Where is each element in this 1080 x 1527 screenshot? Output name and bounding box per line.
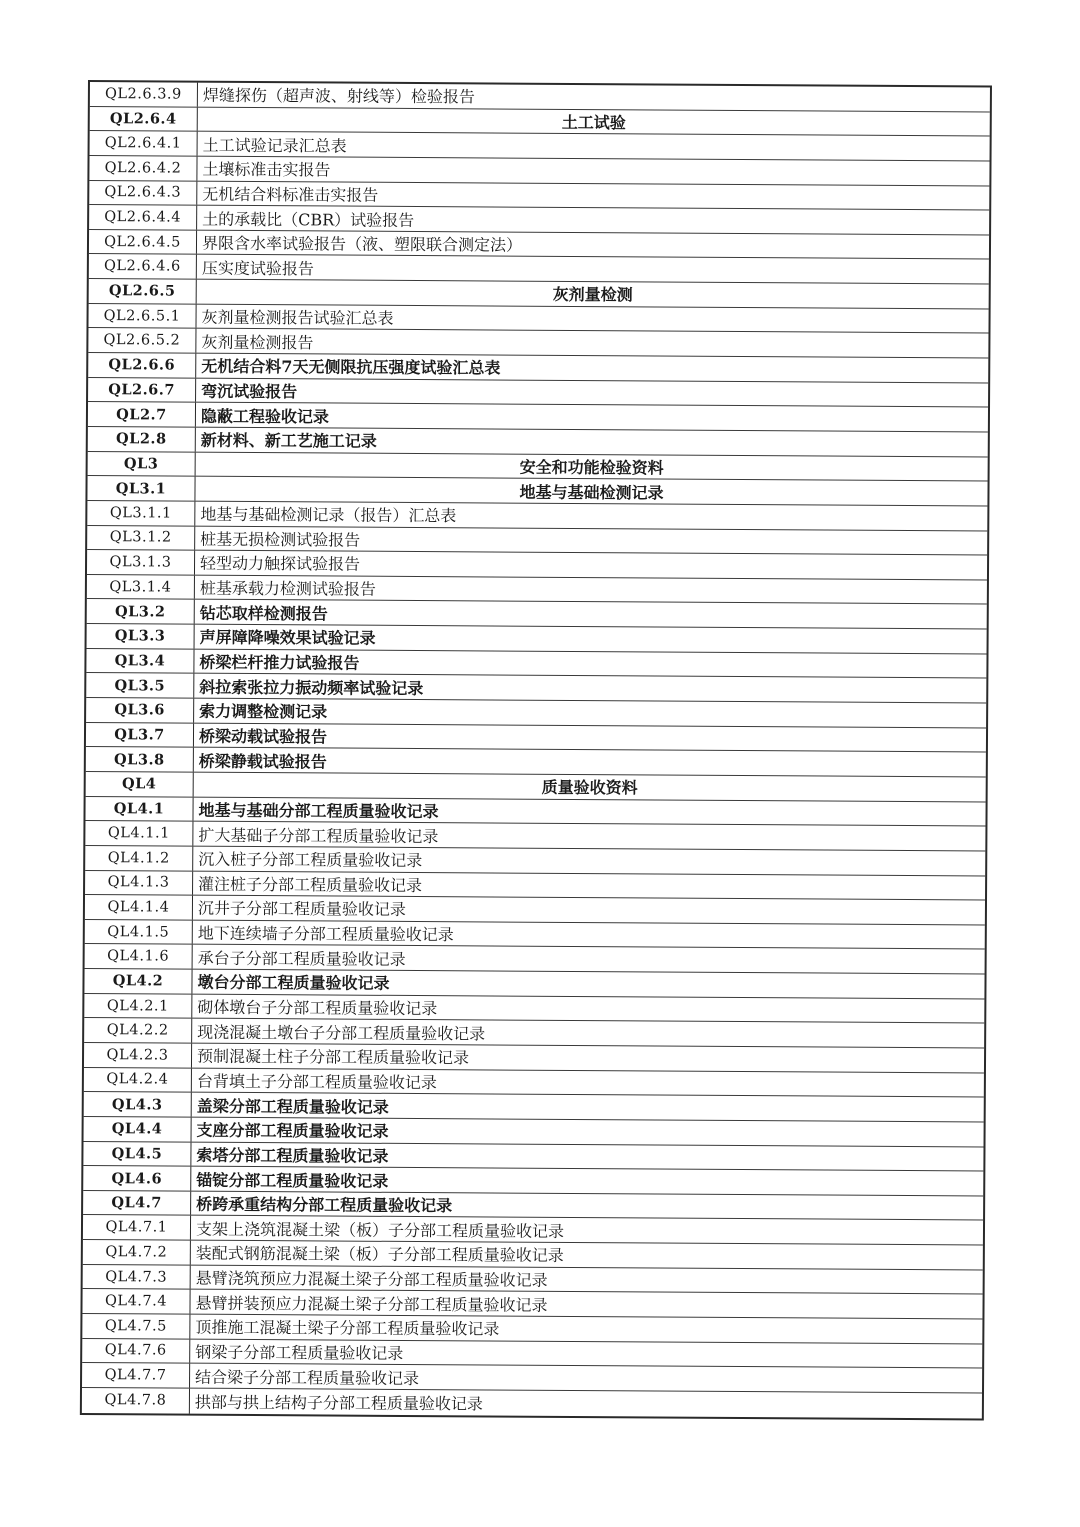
record-title: 顶推施工混凝土梁子分部工程质量验收记录 <box>195 1318 500 1339</box>
record-code: QL3.2 <box>87 599 195 623</box>
record-code: QL3.8 <box>86 747 194 771</box>
record-code: QL2.6.4.4 <box>89 205 197 229</box>
record-title: 现浇混凝土墩台子分部工程质量验收记录 <box>197 1022 486 1044</box>
record-code: QL4.2 <box>84 969 192 993</box>
record-code: QL3.7 <box>86 723 194 747</box>
record-title: 声屏障降噪效果试验记录 <box>199 628 376 649</box>
record-code: QL4.5 <box>83 1142 191 1166</box>
record-title: 桥梁动载试验报告 <box>198 726 328 747</box>
record-code: QL4.7.2 <box>83 1240 191 1264</box>
record-code: QL2.6.6 <box>88 353 196 377</box>
record-title: 索塔分部工程质量验收记录 <box>196 1145 389 1166</box>
record-title: 墩台分部工程质量验收记录 <box>197 973 390 994</box>
section-title: 质量验收资料 <box>541 778 638 798</box>
record-title: 灰剂量检测报告 <box>201 332 314 353</box>
record-code: QL4.7 <box>83 1191 191 1215</box>
record-code: QL4.4 <box>84 1117 192 1141</box>
record-code: QL3.1.1 <box>87 501 195 525</box>
record-code: QL4.1.4 <box>85 895 193 919</box>
record-title: 桥梁静载试验报告 <box>198 751 327 772</box>
record-title: 无机结合料标准击实报告 <box>202 184 379 205</box>
record-code: QL2.8 <box>88 427 196 451</box>
record-code: QL2.7 <box>88 402 196 426</box>
record-title: 悬臂浇筑预应力混凝土梁子分部工程质量验收记录 <box>195 1268 548 1290</box>
record-title: 装配式钢筋混凝土梁（板）子分部工程质量验收记录 <box>195 1244 564 1266</box>
record-title: 钢梁子分部工程质量验收记录 <box>195 1342 404 1363</box>
record-code: QL4.1.2 <box>85 846 193 870</box>
record-code: QL3.6 <box>86 698 194 722</box>
record-code: QL4.7.5 <box>82 1314 190 1338</box>
record-title: 地下连续墙子分部工程质量验收记录 <box>197 923 454 945</box>
record-code: QL2.6.7 <box>88 378 196 402</box>
record-code: QL3.3 <box>87 624 195 648</box>
record-title: 预制混凝土柱子分部工程质量验收记录 <box>196 1046 470 1068</box>
record-code: QL2.6.5 <box>89 279 197 303</box>
record-title: 压实度试验报告 <box>201 258 314 279</box>
record-code: QL3.1.3 <box>87 550 195 574</box>
record-code: QL3.1 <box>87 476 195 500</box>
record-code: QL2.6.4 <box>90 107 198 131</box>
record-title: 无机结合料7天无侧限抗压强度试验汇总表 <box>201 357 501 378</box>
record-title: 钻芯取样检测报告 <box>199 603 328 624</box>
record-code: QL4.1.3 <box>85 870 193 894</box>
record-code: QL2.6.4.2 <box>89 156 197 180</box>
record-code: QL4.2.2 <box>84 1018 192 1042</box>
record-title: 锚锭分部工程质量验收记录 <box>196 1170 389 1191</box>
record-title: 土壤标准击实报告 <box>202 159 331 180</box>
record-title: 台背填土子分部工程质量验收记录 <box>196 1071 437 1093</box>
record-title: 弯沉试验报告 <box>201 381 298 402</box>
record-title: 桩基无损检测试验报告 <box>200 529 361 550</box>
record-code: QL2.6.5.1 <box>88 304 196 328</box>
section-title: 灰剂量检测 <box>552 285 633 305</box>
record-title: 支架上浇筑混凝土梁（板）子分部工程质量验收记录 <box>195 1219 565 1241</box>
record-title: 焊缝探伤（超声波、射线等）检验报告 <box>202 86 475 107</box>
record-title: 扩大基础子分部工程质量验收记录 <box>198 825 439 846</box>
record-code: QL4.2.4 <box>84 1068 192 1092</box>
record-title: 地基与基础分部工程质量验收记录 <box>198 800 439 822</box>
record-code: QL4.3 <box>84 1092 192 1116</box>
records-table <box>80 80 992 1420</box>
record-code: QL2.6.5.2 <box>88 328 196 352</box>
record-title: 隐蔽工程验收记录 <box>200 406 330 427</box>
record-title: 盖梁分部工程质量验收记录 <box>196 1096 389 1117</box>
record-title: 土的承载比（CBR）试验报告 <box>202 209 415 230</box>
record-code: QL4.7.8 <box>82 1388 190 1413</box>
record-code: QL4.1.5 <box>85 920 193 944</box>
record-title: 界限含水率试验报告（液、塑限联合测定法） <box>201 233 523 255</box>
record-code: QL4.7.4 <box>82 1289 190 1313</box>
record-code: QL2.6.4.5 <box>89 230 197 254</box>
record-code: QL4.2.3 <box>84 1043 192 1067</box>
record-code: QL4.7.7 <box>82 1363 190 1387</box>
record-title: 地基与基础检测记录（报告）汇总表 <box>200 504 457 526</box>
record-code: QL2.6.4.6 <box>89 254 197 278</box>
record-title: 沉入桩子分部工程质量验收记录 <box>198 849 423 871</box>
record-title: 悬臂拼装预应力混凝土梁子分部工程质量验收记录 <box>195 1293 548 1315</box>
record-title: 索力调整检测记录 <box>199 702 328 722</box>
record-code: QL4.7.3 <box>83 1265 191 1289</box>
record-code: QL2.6.3.9 <box>90 82 198 106</box>
record-code: QL4.2.1 <box>84 994 192 1018</box>
record-code: QL3.1.2 <box>87 526 195 550</box>
record-title: 土工试验记录汇总表 <box>202 135 347 156</box>
record-code: QL4.1.6 <box>85 944 193 968</box>
record-code: QL4.6 <box>83 1166 191 1190</box>
record-code: QL3.1.4 <box>87 575 195 599</box>
record-code: QL4.1.1 <box>85 821 193 845</box>
section-title: 土工试验 <box>561 112 626 133</box>
record-title: 砌体墩台子分部工程质量验收记录 <box>197 997 438 1019</box>
record-code: QL3 <box>88 452 196 476</box>
record-code: QL2.6.4.1 <box>90 131 198 155</box>
record-code: QL3.5 <box>86 673 194 697</box>
record-title: 桩基承载力检测试验报告 <box>199 578 376 599</box>
record-code: QL4.7.6 <box>82 1339 190 1363</box>
record-title: 轻型动力触探试验报告 <box>199 554 361 575</box>
record-title: 桥跨承重结构分部工程质量验收记录 <box>196 1194 453 1216</box>
record-code: QL4.7.1 <box>83 1215 191 1239</box>
record-title: 新材料、新工艺施工记录 <box>200 430 377 452</box>
record-title: 结合梁子分部工程质量验收记录 <box>195 1367 420 1388</box>
record-title: 斜拉索张拉力振动频率试验记录 <box>199 677 424 698</box>
record-title: 支座分部工程质量验收记录 <box>196 1120 389 1142</box>
record-code: QL2.6.4.3 <box>89 181 197 205</box>
section-title: 安全和功能检验资料 <box>519 457 664 478</box>
record-title: 灌注桩子分部工程质量验收记录 <box>198 874 423 895</box>
record-code: QL3.4 <box>86 649 194 673</box>
record-code: QL4.1 <box>85 797 193 821</box>
record-code: QL4 <box>86 772 194 796</box>
record-title: 拱部与拱上结构子分部工程质量验收记录 <box>194 1392 483 1414</box>
section-title: 地基与基础检测记录 <box>519 482 664 503</box>
table-row <box>82 1388 982 1418</box>
record-title: 灰剂量检测报告试验汇总表 <box>201 307 394 328</box>
record-title: 桥梁栏杆推力试验报告 <box>199 652 360 673</box>
record-title: 沉井子分部工程质量验收记录 <box>197 899 407 920</box>
record-title: 承台子分部工程质量验收记录 <box>197 948 406 969</box>
